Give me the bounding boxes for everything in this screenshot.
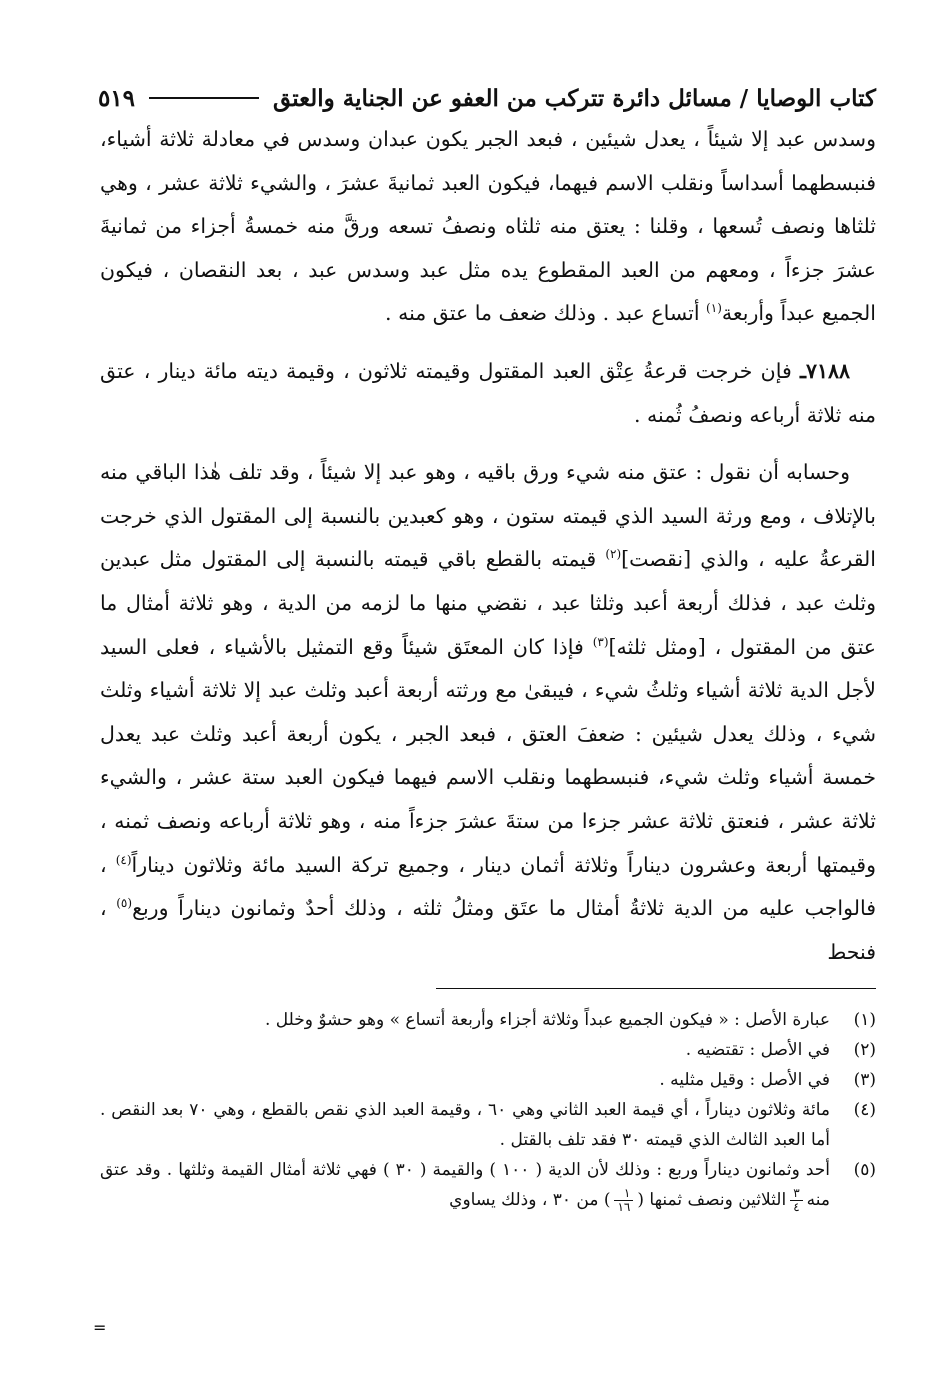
paragraph-continuation: وسدس عبد إلا شيئاً ، يعدل شيئين ، فبعد الجبر يكون عبدان وسدس في معادلة ثلاثة أشياء، فنبسطهما أسداساً ونقلب الاسم فيهما، فيكون العبد ثمانيةَ عشرَ ، والشيء ثلاثة عشر ، وهي ثلثاها ونصف تُسعها ، وقلنا : يعتق منه ثلثاه ونصفُ تسعه ورقَّ منه خمسةُ أجزاء من ثمانيةَ عشرَ جزءاً ، ومعهم من العبد المقطوع يده مثل عبد وسدس عبد ، بعد النقصان ، فيكون الجميع عبداً وأربعة$^{(١)}$ أتساع عبد . وذلك ضعف ما عتق منه .	[100, 127, 876, 326]
issue-number: ٧١٨٨ـ	[799, 358, 850, 383]
footnote-number: (٥)	[853, 1160, 876, 1181]
footnote-ref-4: (٤)	[115, 852, 132, 867]
chapter-title: كتاب الوصايا / مسائل دائرة تتركب من العفو عن الجناية والعتق	[273, 84, 876, 112]
continuation-mark: =	[93, 1318, 107, 1337]
footnote-5	[100, 1155, 876, 1215]
footnote-number: (٢)	[853, 1040, 876, 1061]
footnotes	[100, 1005, 876, 1215]
paragraph-gap	[100, 336, 876, 350]
paragraph-calculation: وحسابه أن نقول : عتق منه شيء ورق باقيه ، وهو عبد إلا شيئاً ، وقد تلف هٰذا الباقي منه بالإتلاف ، ومع ورثة السيد الذي قيمته ستون ، وهو كعبدين بالنسبة إلى المقتول الذي خرجت القرعةُ عليه ، والذي [نقصت]$^{(٢)}$ قيمته بالقطع باقي قيمته بالنسبة إلى المقتول مثل عبدين وثلث عبد ، فذلك أربعة أعبد وثلثا عبد ، نقضي منها ما لزمه من الدية ، وهو ثلاثة أمثال ما عتق من المقتول ، [ومثل ثلثه]$^{(٣)}$ فإذا كان المعتَق شيئاً وقع التمثيل بالأشياء ، فعلى السيد لأجل الدية ثلاثة أشياء وثلثُ شيء ، فيبقىٰ مع ورثته أربعة أعبد وثلث عبد إلا ثلاثة أشياء وثلث شيء ، وذلك يعدل شيئين : ضعفَ العتق ، فبعد الجبر ، يكون أربعة أعبد وثلث عبد يعدل خمسة أشياء وثلث شيء، فنبسطهما ونقلب الاسم فيهما فيكون العبد ستة عشر ، والشيء ثلاثة عشر ، فنعتق ثلاثة عشر جزءا من ستةَ عشرَ جزءاً منه ، وهو ثلاثة أرباعه ونصف ثمنه ، وقيمتها أربعة وعشرون ديناراً وثلاثة أثمان دينار ، وجميع تركة السيد مائة وثلاثون ديناراً$^{(٤)}$ ، فالواجب عليه من الدية ثلاثةُ أمثال ما عتَق ومثلُ ثلثه ، وذلك أحدٌ وثمانون ديناراً وربع$^{(٥)}$ ، فنحط	[100, 460, 876, 964]
page-number: ٥١٩	[97, 84, 136, 112]
footnote-number: (١)	[853, 1010, 876, 1031]
footnote-number: (٤)	[853, 1100, 876, 1121]
main-text	[100, 118, 876, 974]
footnote-number: (٣)	[853, 1070, 876, 1091]
footnote-text: أحد وثمانون ديناراً وربع : وذلك لأن الدية ( ١٠٠ ) والقيمة ( ٣٠ ) فهي ثلاثة أمثال القيمة وثلثها . وقد عتق منه $\frac{٣}{٤}$ الثلاثين ونصف ثمنها ( $\frac{١}{١٦}$ ) من ٣٠ ، وذلك يساوي	[100, 1160, 831, 1215]
footnote-ref-2: (٢)	[605, 547, 622, 562]
paragraph-issue-7188: ٧١٨٨ـ فإن خرجت قرعةُ عِتْق العبد المقتول وقيمته ثلاثون ، وقيمة ديته مائة دينار ، عتق منه ثلاثة أرباعه ونصفُ ثُمنه .	[100, 358, 876, 427]
book-page	[97, 78, 876, 1215]
footnote-separator	[436, 988, 876, 989]
footnote-ref-5: (٥)	[116, 896, 133, 911]
fraction-one-sixteenth: $\frac{١}{١٦}$	[614, 1187, 633, 1214]
footnote-2	[100, 1035, 876, 1065]
running-header	[97, 78, 876, 118]
footnote-text: مائة وثلاثون ديناراً ، أي قيمة العبد الثاني وهي ٦٠ ، وقيمة العبد الذي نقص بالقطع ، وهي ٧٠ بعد النقص . أما العبد الثالث الذي قيمته ٣٠ فقد تلف بالقتل .	[100, 1100, 830, 1151]
footnote-ref-3: (٣)	[592, 634, 609, 649]
footnote-ref-1: (١)	[706, 301, 722, 316]
footnote-1	[100, 1005, 876, 1035]
footnote-4	[100, 1095, 876, 1155]
footnote-3	[100, 1065, 876, 1095]
footnote-text: عبارة الأصل : « فيكون الجميع عبداً وثلاثة أجزاء وأربعة أتساع » وهو حشوٌ وخلل .	[264, 1010, 830, 1031]
header-rule	[149, 97, 259, 99]
footnote-text: في الأصل : تقتضيه .	[685, 1040, 830, 1061]
paragraph-gap	[100, 437, 876, 451]
fraction-three-quarters: $\frac{٣}{٤}$	[790, 1187, 802, 1214]
footnote-text: في الأصل : وقيل مثليه .	[659, 1070, 830, 1091]
